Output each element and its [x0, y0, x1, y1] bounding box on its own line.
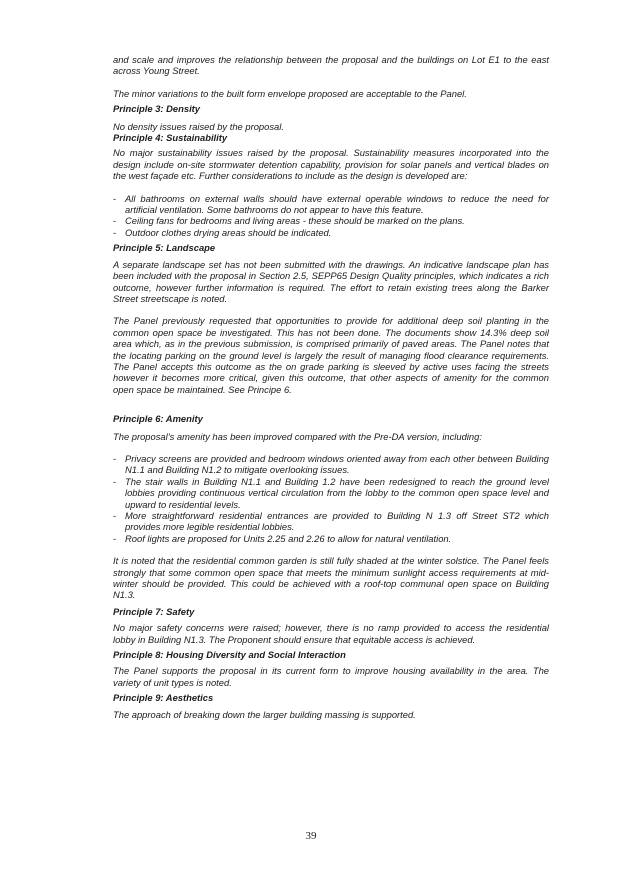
- list-item: - Roof lights are proposed for Units 2.25 and 2.26 to allow for natural ventilation.: [113, 533, 549, 544]
- list-item: - Outdoor clothes drying areas should be indicated.: [113, 227, 549, 238]
- principle-8-text: The Panel supports the proposal in its current form to improve housing availability in the area. The variety of unit types is noted.: [113, 665, 549, 688]
- principle-8-heading: Principle 8: Housing Diversity and Social Interaction: [113, 649, 346, 661]
- principle-3-text: No density issues raised by the proposal.: [113, 120, 284, 132]
- principle-6-text: The proposal’s amenity has been improved compared with the Pre-DA version, including:: [113, 430, 482, 442]
- principle-4-heading: Principle 4: Sustainability: [113, 132, 228, 144]
- principle-4-text: No major sustainability issues raised by the proposal. Sustainability measures incorporated into the design include on-site stormwater detention capability, provision for solar panels and vertical blades on the west façade etc. Further considerations to include as the design is developed are:: [113, 147, 549, 182]
- list-item: - Ceiling fans for bedrooms and living areas - these should be marked on the plans.: [113, 215, 549, 226]
- principle-5-heading: Principle 5: Landscape: [113, 242, 216, 254]
- principle-5-text-1: A separate landscape set has not been submitted with the drawings. An indicative landscape plan has been included with the proposal in Section 2.5, SEPP65 Design Quality principles, which indicates a rich outcome, however further information is required. The effort to retain existing trees along the Barker Street streetscape is noted.: [113, 258, 549, 304]
- amenity-list: [113, 453, 549, 544]
- page-number: 39: [305, 830, 317, 842]
- principle-3-heading: Principle 3: Density: [113, 103, 201, 115]
- list-item: - All bathrooms on external walls should have external operable windows to reduce the need for artificial ventilation. Some bathrooms do not appear to have this feature.: [113, 193, 549, 216]
- principle-9-heading: Principle 9: Aesthetics: [113, 692, 214, 704]
- document-page: [113, 54, 549, 720]
- principle-6-heading: Principle 6: Amenity: [113, 413, 203, 425]
- list-item: - The stair walls in Building N1.1 and Building 1.2 have been redesigned to reach the ground level lobbies providing continuous vertical circulation from the lobby to the common open space level and upward to residential levels.: [113, 476, 549, 510]
- list-item: - More straightforward residential entrances are provided to Building N 1.3 off Street ST2 which provides more legible residential lobbies.: [113, 510, 549, 533]
- principle-9-text: The approach of breaking down the larger building massing is supported.: [113, 708, 416, 720]
- principle-7-text: No major safety concerns were raised; however, there is no ramp provided to access the residential lobby in Building N1.3. The Proponent should ensure that equitable access is achieved.: [113, 622, 549, 645]
- principle-5-text-2: The Panel previously requested that opportunities to provide for additional deep soil planting in the common open space be investigated. This has not been done. The documents show 14.3% deep soil area which, as in the previous submission, is comprised primarily of paved areas. The Panel notes that the locating parking on the ground level is largely the result of managing flood clearance requirements. The Panel accepts this outcome as the on grade parking is sleeved by active uses facing the streets however it becomes more critical, given this outcome, that other aspects of amenity for the common open space be maintained. See Principe 6.: [113, 315, 549, 395]
- principle-6-text-2: It is noted that the residential common garden is still fully shaded at the winter solstice. The Panel feels strongly that some common open space that meets the minimum sunlight access requirements at mid-winter should be provided. This could be achieved with a roof-top communal open space on Building N1.3.: [113, 555, 549, 601]
- principle-7-heading: Principle 7: Safety: [113, 605, 195, 617]
- intro-paragraph: and scale and improves the relationship between the proposal and the buildings on Lot E1 to the east across Young Street.: [113, 54, 549, 77]
- list-item: - Privacy screens are provided and bedroom windows oriented away from each other between Building N1.1 and Building N1.2 to mitigate overlooking issues.: [113, 453, 549, 476]
- minor-variations-paragraph: The minor variations to the built form envelope proposed are acceptable to the Panel.: [113, 87, 467, 99]
- sustainability-list: [113, 193, 549, 239]
